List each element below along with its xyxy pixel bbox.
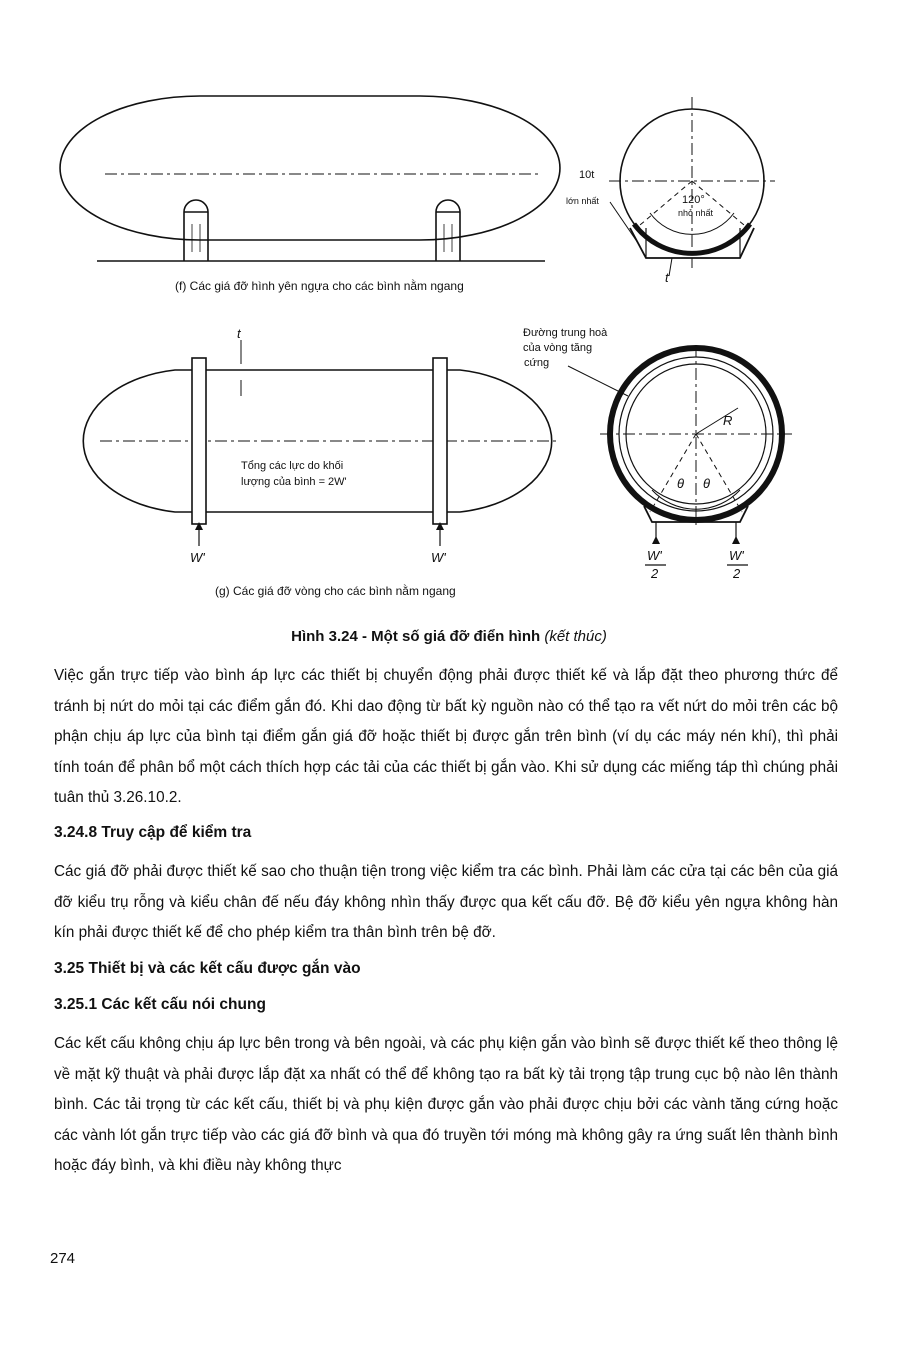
label-theta-left: θ [677,476,685,491]
ring-vessel-end-view [568,345,792,540]
ring-vessel-side-view [83,340,560,546]
heading-3-25-1: 3.25.1 Các kết cấu nói chung [54,996,266,1013]
label-half-load-num-right: W' [729,548,744,563]
label-t-saddle: t [665,270,669,285]
paragraph-3: Các kết cấu không chịu áp lực bên trong và bên ngoài, và các phụ kiện gắn vào bình sẽ được thiết kế theo thông lệ về mặt kỹ thuật và phải được lắp đặt xa nhất có thể để không tạo ra bất kỳ tải trọng tập trung cục bộ nào lên thành bình. Các tải trọng từ các kết cấu, thiết bị và phụ kiện được gắn vào phải được chịu bởi các vành tăng cứng hoặc các vành lót gắn trực tiếp vào các giá đỡ bình và qua đó truyền tới móng mà không gây ra ứng suất lên thành bình hoặc đáy bình, và khi điều này không thực [54,1035,838,1175]
label-min: nhỏ nhất [678,208,714,218]
label-t-ring: t [237,326,241,341]
label-total-line2: lượng của bình = 2W' [241,476,347,488]
saddle-vessel-end-view [609,97,775,276]
label-half-load-den-left: 2 [651,566,659,581]
label-theta-right: θ [703,476,711,491]
figure-title-bold: Hình 3.24 - Một số giá đỡ điển hình [291,628,541,645]
label-half-load-num-left: W' [647,548,662,563]
heading-3-25: 3.25 Thiết bị và các kết cấu được gắn vào [54,960,361,977]
heading-3-24-8: 3.24.8 Truy cập để kiểm tra [54,824,252,841]
saddle-vessel-side-view [60,96,560,261]
figure-title [0,628,898,645]
arrow-up-end-right [732,536,740,544]
figure-3-24 [0,0,898,620]
page-number: 274 [50,1250,76,1267]
figure-f-caption: (f) Các giá đỡ hình yên ngựa cho các bình nằm ngang [175,279,464,293]
label-load-left: W' [190,550,205,565]
label-neutral-line1: Đường trung hoà [523,327,608,339]
label-R: R [723,413,733,428]
label-half-load-den-right: 2 [733,566,741,581]
label-max: lớn nhất [566,196,599,206]
arrow-up-end-left [652,536,660,544]
label-neutral-line3: cứng [524,357,550,369]
paragraph-2: Các giá đỡ phải được thiết kế sao cho thuận tiện trong việc kiểm tra các bình. Phải làm các cửa tại các bên của giá đỡ kiểu trụ rỗng và kiểu chân đế nếu đáy không nhìn thấy được qua kết cấu đỡ. Bệ đỡ kiểu yên ngựa không hàn kín phải được thiết kế để cho phép kiểm tra thân bình trên bệ đỡ. [54,863,838,942]
figure-title-italic: (kết thúc) [544,628,607,645]
figure-g-caption: (g) Các giá đỡ vòng cho các bình nằm ngang [215,584,456,598]
label-neutral-line2: của vòng tăng [523,342,593,354]
label-load-right: W' [431,550,446,565]
label-10t: 10t [579,169,595,181]
label-total-line1: Tổng các lực do khối [241,460,344,472]
label-120-degrees: 120° [682,194,705,206]
paragraph-1: Việc gắn trực tiếp vào bình áp lực các thiết bị chuyển động phải được thiết kế và lắp đặt theo phương thức để tránh bị nứt do mỏi tại các điểm gắn đó. Khi dao động từ bất kỳ nguồn nào có thể tạo ra vết nứt do mỏi trên các bộ phận chịu áp lực của bình tại điểm gắn giá đỡ hoặc thiết bị được gắn trên bình (ví dụ các máy nén khí), thì phải tính toán để phân bổ một cách thích hợp các tải của các thiết bị gắn vào. Khi sử dụng các miếng táp thì chúng phải tuân thủ 3.26.10.2. [54,667,838,807]
